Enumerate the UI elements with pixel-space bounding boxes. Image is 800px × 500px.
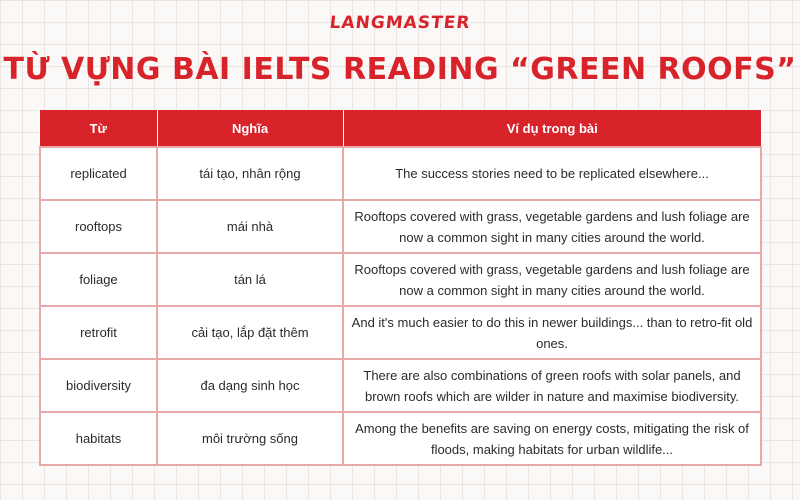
table-body (40, 147, 761, 465)
cell-word: retrofit (40, 306, 157, 359)
header-meaning: Nghĩa (157, 110, 343, 147)
cell-example: Rooftops covered with grass, vegetable gardens and lush foliage are now a common sight in many cities around the world. (343, 200, 761, 253)
cell-example: There are also combinations of green roofs with solar panels, and brown roofs which are wilder in nature and maximise biodiversity. (343, 359, 761, 412)
brand-logo: LANGMASTER (328, 13, 472, 33)
table-header (40, 110, 761, 147)
header-word: Từ (40, 110, 157, 147)
cell-meaning: đa dạng sinh học (157, 359, 343, 412)
vocabulary-table-container (39, 110, 760, 466)
table-row (40, 147, 761, 200)
cell-word: habitats (40, 412, 157, 465)
cell-meaning: mái nhà (157, 200, 343, 253)
cell-word: foliage (40, 253, 157, 306)
table-row (40, 412, 761, 465)
table-row (40, 253, 761, 306)
table-row (40, 306, 761, 359)
table-row (40, 200, 761, 253)
cell-example: And it's much easier to do this in newer buildings... than to retro-fit old ones. (343, 306, 761, 359)
cell-meaning: môi trường sống (157, 412, 343, 465)
cell-example: Among the benefits are saving on energy costs, mitigating the risk of floods, making habitats for urban wildlife... (343, 412, 761, 465)
cell-meaning: tán lá (157, 253, 343, 306)
cell-word: replicated (40, 147, 157, 200)
page-title: TỪ VỰNG BÀI IELTS READING “GREEN ROOFS” (3, 52, 797, 87)
vocabulary-table (39, 110, 762, 466)
cell-meaning: tái tạo, nhân rộng (157, 147, 343, 200)
cell-word: rooftops (40, 200, 157, 253)
cell-example: The success stories need to be replicated elsewhere... (343, 147, 761, 200)
table-row (40, 359, 761, 412)
header-example: Ví dụ trong bài (343, 110, 761, 147)
cell-word: biodiversity (40, 359, 157, 412)
cell-meaning: cải tạo, lắp đặt thêm (157, 306, 343, 359)
cell-example: Rooftops covered with grass, vegetable gardens and lush foliage are now a common sight in many cities around the world. (343, 253, 761, 306)
header-row (40, 110, 761, 147)
